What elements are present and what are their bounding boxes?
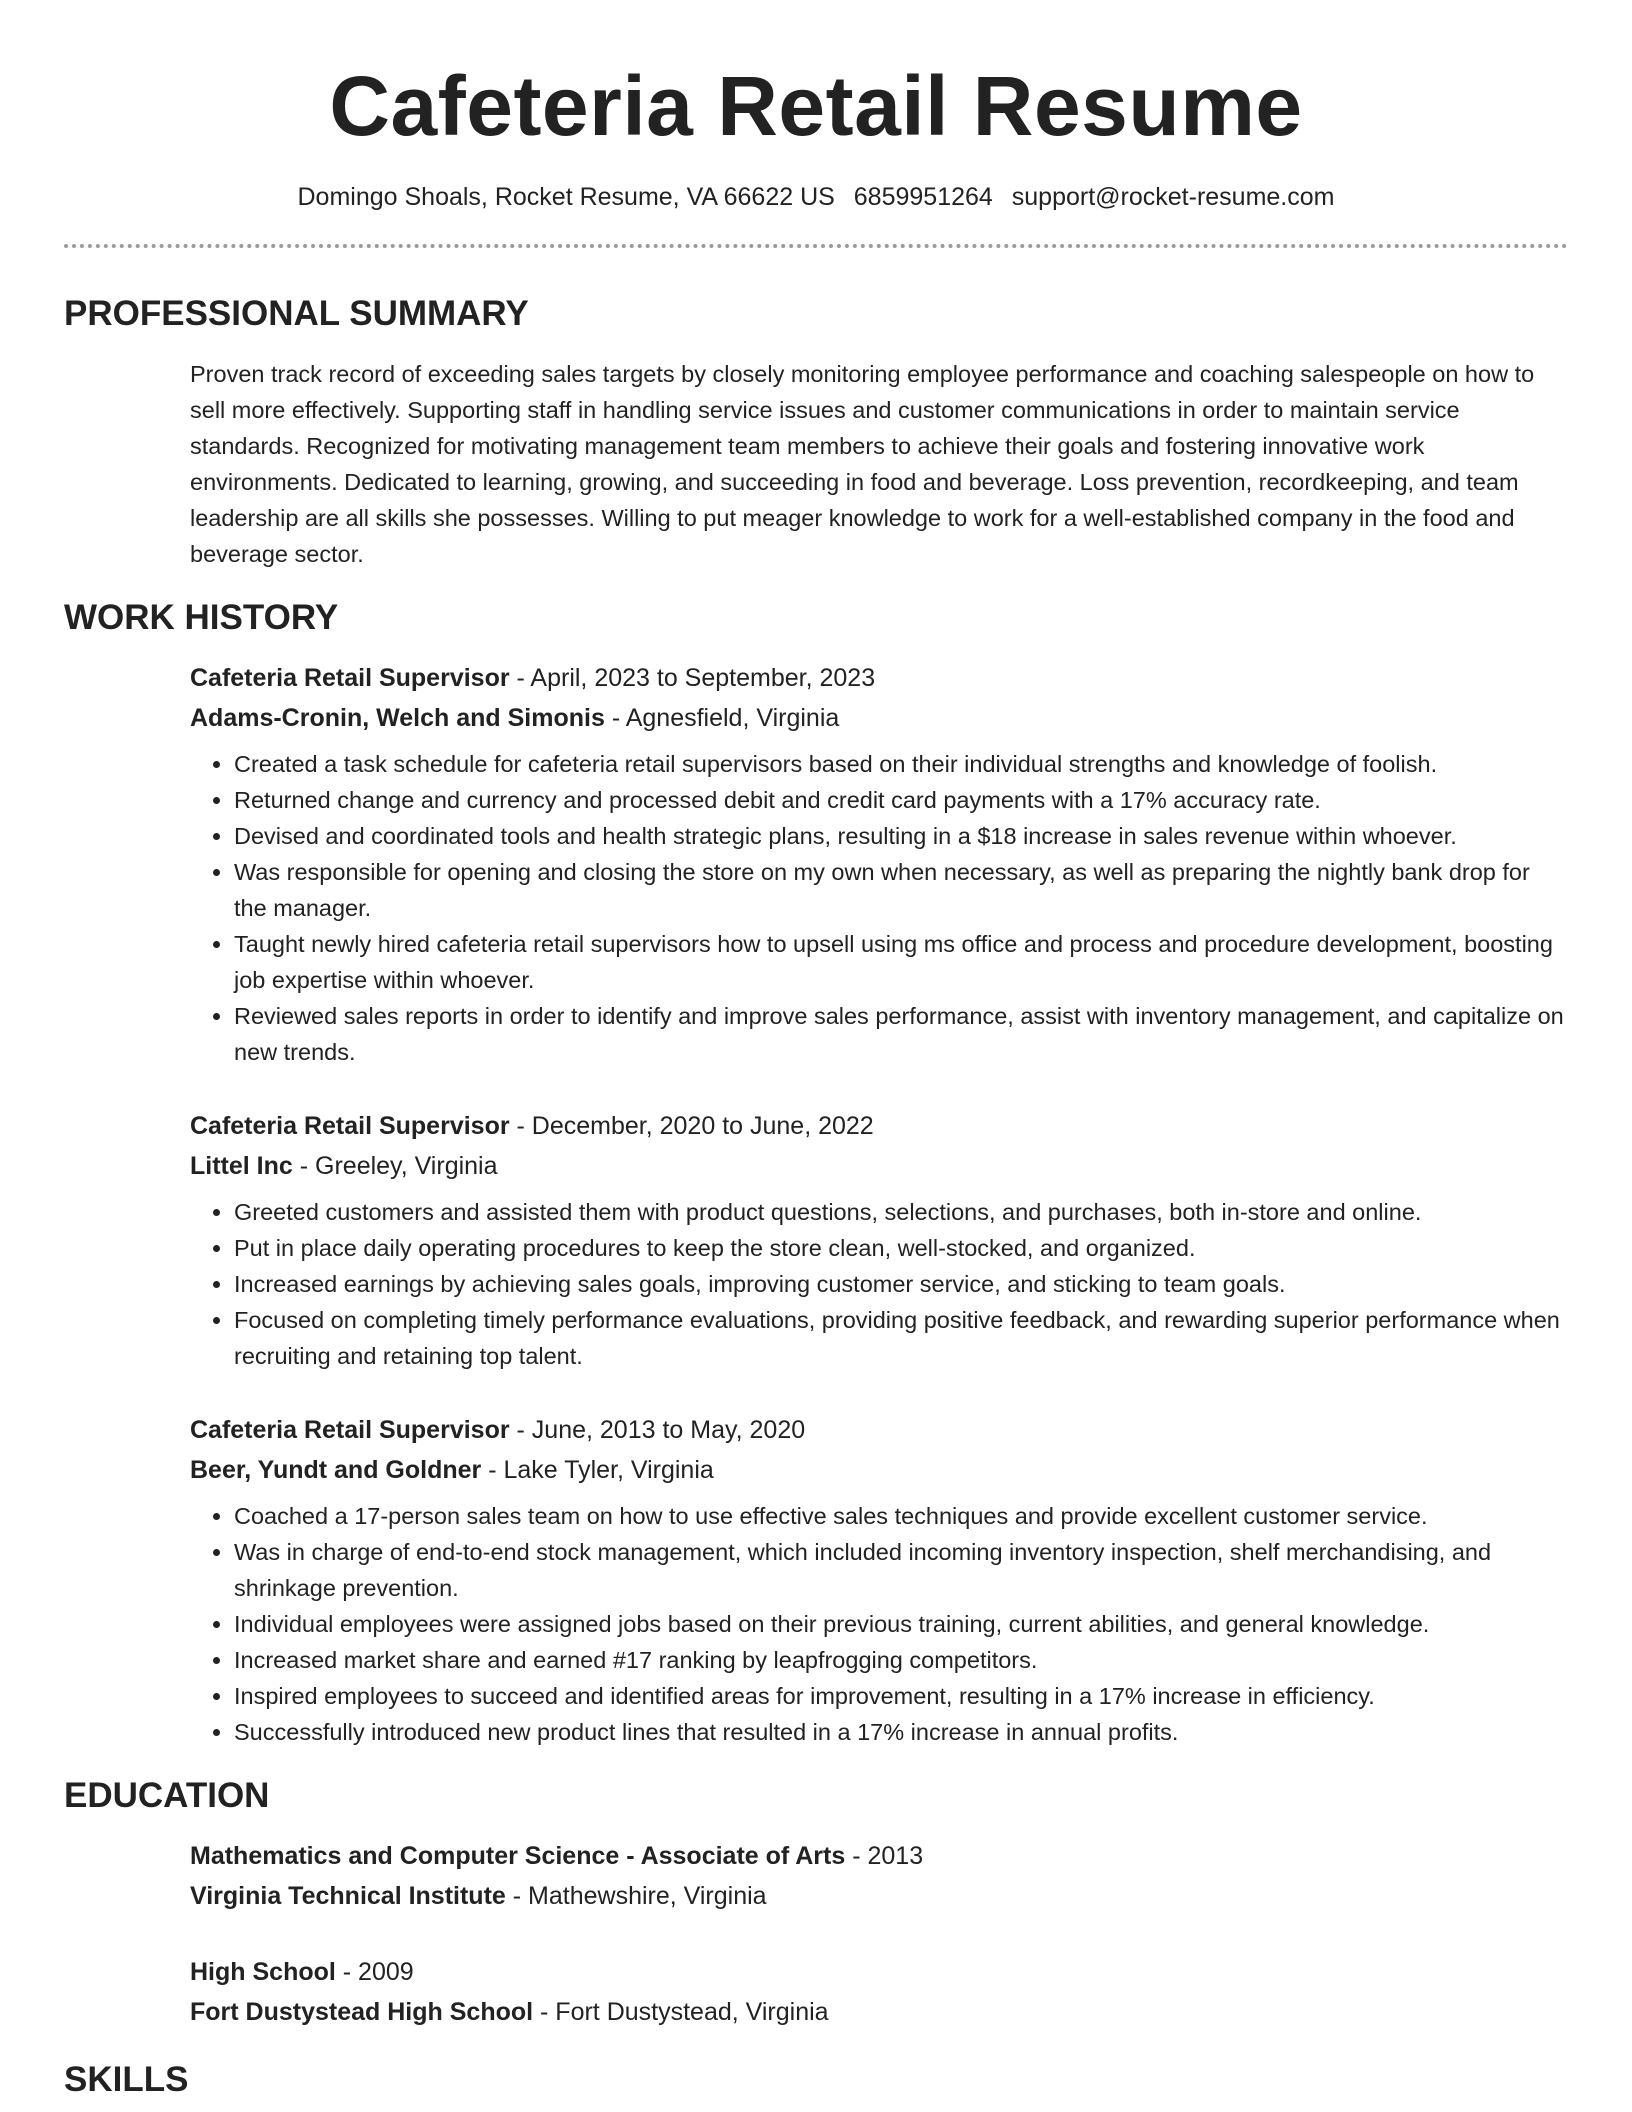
work-history-body (190, 658, 1568, 1750)
resume-title: Cafeteria Retail Resume (329, 59, 1303, 153)
job-entry (190, 658, 1568, 1070)
job-bullet: • Was responsible for opening and closing the store on my own when necessary, as well as preparing the nightly bank drop for the manager. (234, 854, 1568, 926)
education-school: Fort Dustystead High School (190, 1998, 534, 2026)
skills-heading: SKILLS (64, 2060, 189, 2099)
contact-address: Domingo Shoals, Rocket Resume, VA 66622 US (297, 183, 835, 211)
job-dates: - June, 2013 to May, 2020 (509, 1416, 806, 1444)
education-entry (190, 1836, 1568, 1916)
education-heading: EDUCATION (64, 1776, 270, 1815)
job-bullet: • Successfully introduced new product lines that resulted in a 17% increase in annual profits. (234, 1714, 1568, 1750)
education-location: - Fort Dustystead, Virginia (533, 1998, 829, 2026)
job-company: Adams-Cronin, Welch and Simonis (190, 704, 605, 732)
job-dates: - April, 2023 to September, 2023 (509, 664, 876, 692)
education-degree-line (190, 1836, 1568, 1876)
education-school-line (190, 1876, 1568, 1916)
job-dates: - December, 2020 to June, 2022 (509, 1112, 874, 1140)
job-location: - Greeley, Virginia (292, 1152, 498, 1180)
job-bullet: • Returned change and currency and processed debit and credit card payments with a 17% accuracy rate. (234, 782, 1568, 818)
education-degree: Mathematics and Computer Science - Associate of Arts (190, 1842, 846, 1870)
job-bullet: • Coached a 17-person sales team on how to use effective sales techniques and provide excellent customer service. (234, 1498, 1568, 1534)
job-bullet: • Inspired employees to succeed and identified areas for improvement, resulting in a 17% increase in efficiency. (234, 1678, 1568, 1714)
job-company-line (190, 1450, 1568, 1490)
job-role: Cafeteria Retail Supervisor (190, 1112, 510, 1140)
job-title-line (190, 658, 1568, 698)
job-bullets (190, 1498, 1568, 1750)
job-role: Cafeteria Retail Supervisor (190, 1416, 510, 1444)
work-history-section (64, 596, 1568, 1750)
summary-section (64, 292, 1568, 572)
job-role: Cafeteria Retail Supervisor (190, 664, 510, 692)
job-bullet: • Devised and coordinated tools and health strategic plans, resulting in a $18 increase in sales revenue within whoever. (234, 818, 1568, 854)
job-bullet: • Created a task schedule for cafeteria retail supervisors based on their individual strengths and knowledge of foolish. (234, 746, 1568, 782)
work-history-heading: WORK HISTORY (64, 598, 339, 637)
job-title-line (190, 1106, 1568, 1146)
education-school: Virginia Technical Institute (190, 1882, 506, 1910)
education-year: - 2009 (335, 1958, 414, 1986)
education-body (190, 1836, 1568, 2032)
job-bullet: • Focused on completing timely performance evaluations, providing positive feedback, and rewarding superior performance when recruiting and retaining top talent. (234, 1302, 1568, 1374)
education-degree-line (190, 1952, 1568, 1992)
contact-line (64, 180, 1568, 214)
job-entry (190, 1106, 1568, 1374)
job-bullet: • Reviewed sales reports in order to identify and improve sales performance, assist with inventory management, and capitalize on new trends. (234, 998, 1568, 1070)
job-location: - Lake Tyler, Virginia (481, 1456, 714, 1484)
education-location: - Mathewshire, Virginia (505, 1882, 767, 1910)
contact-phone: 6859951264 (853, 183, 993, 211)
skills-section (64, 2058, 1568, 2102)
summary-text: Proven track record of exceeding sales targets by closely monitoring employee performance and coaching salespeople on how to sell more effectively. Supporting staff in handling service issues and customer communications in order to maintain service standards. Recognized for motivating management team members to achieve their goals and fostering innovative work environments. Dedicated to learning, growing, and succeeding in food and beverage. Loss prevention, recordkeeping, and team leadership are all skills she possesses. Willing to put meager knowledge to work for a well-established company in the food and beverage sector. (190, 361, 1535, 567)
education-school-line (190, 1992, 1568, 2032)
education-degree: High School (190, 1958, 336, 1986)
job-bullet: • Put in place daily operating procedures to keep the store clean, well-stocked, and organized. (234, 1230, 1568, 1266)
job-company-line (190, 1146, 1568, 1186)
contact-email: support@rocket-resume.com (1011, 183, 1335, 211)
job-bullet: • Increased earnings by achieving sales goals, improving customer service, and sticking to team goals. (234, 1266, 1568, 1302)
summary-heading: PROFESSIONAL SUMMARY (64, 294, 529, 333)
job-bullet: • Was in charge of end-to-end stock management, which included incoming inventory inspection, shelf merchandising, and shrinkage prevention. (234, 1534, 1568, 1606)
job-location: - Agnesfield, Virginia (604, 704, 840, 732)
job-bullet: • Individual employees were assigned jobs based on their previous training, current abilities, and general knowledge. (234, 1606, 1568, 1642)
job-bullet: • Greeted customers and assisted them with product questions, selections, and purchases, both in-store and online. (234, 1194, 1568, 1230)
job-bullets (190, 1194, 1568, 1374)
resume-page (64, 0, 1568, 2102)
job-bullet: • Increased market share and earned #17 ranking by leapfrogging competitors. (234, 1642, 1568, 1678)
job-company: Littel Inc (190, 1152, 293, 1180)
job-title-line (190, 1410, 1568, 1450)
education-entry (190, 1952, 1568, 2032)
job-bullet: • Taught newly hired cafeteria retail supervisors how to upsell using ms office and process and procedure development, boosting job expertise within whoever. (234, 926, 1568, 998)
education-section (64, 1774, 1568, 2032)
job-bullets (190, 746, 1568, 1070)
header-divider (64, 244, 1568, 248)
job-company-line (190, 698, 1568, 738)
job-entry (190, 1410, 1568, 1750)
job-company: Beer, Yundt and Goldner (190, 1456, 482, 1484)
summary-body (190, 356, 1568, 572)
education-year: - 2013 (845, 1842, 924, 1870)
